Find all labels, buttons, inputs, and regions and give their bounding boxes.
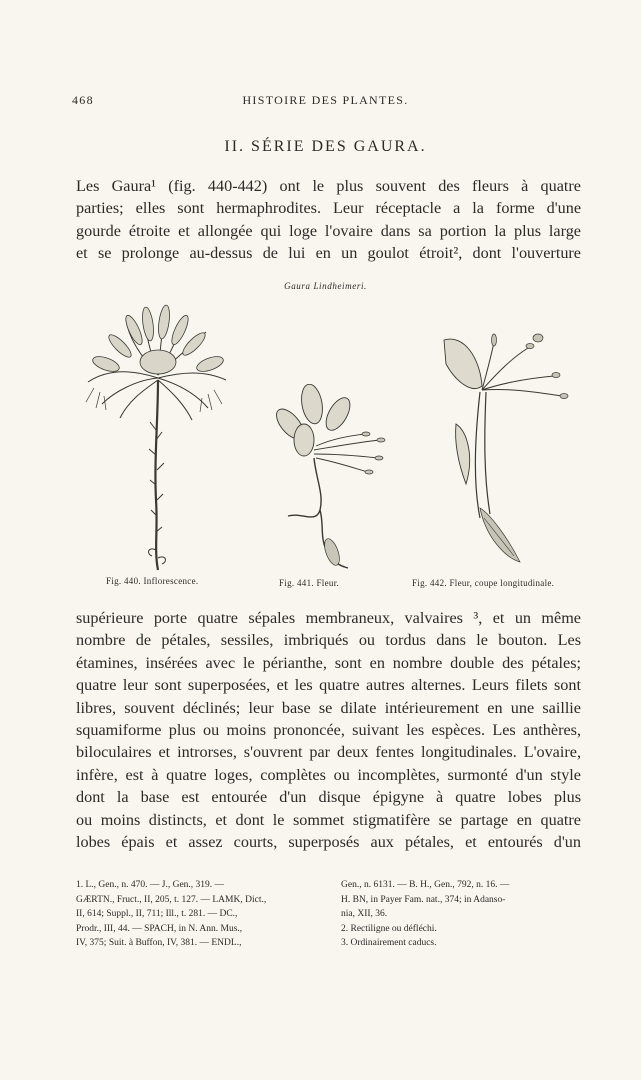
footnote-line: IV, 375; Suit. à Buffon, IV, 381. — ENDL., — [76, 938, 242, 948]
main-paragraph — [76, 607, 581, 853]
inflorescence-illustration — [74, 300, 244, 575]
footnote-line: II, 614; Suppl., II, 711; Ill., t. 281. — DC., — [76, 909, 238, 919]
footnote-line: GÆRTN., Fruct., II, 205, t. 127. — LAMK, Dict., — [76, 894, 267, 905]
text-line: supérieure porte quatre sépales membraneux, valvaires ³, et un même — [76, 609, 581, 627]
figure-442 — [436, 328, 571, 568]
text-line: infère, est à quatre loges, complètes ou incomplètes, surmonté d'un style — [76, 765, 581, 784]
text-line: quatre leur sont superposées, et les quatre autres alternes. Leurs filets sont — [76, 676, 581, 695]
text-line: étamines, insérées avec le périanthe, sont en nombre double des pétales; — [76, 653, 581, 672]
footnote-line: nia, XII, 36. — [341, 909, 388, 919]
footnote-line: 3. Ordinairement caducs. — [341, 938, 437, 948]
text-line: lobes épais et assez courts, superposés aux pétales, et entourés d'un — [76, 832, 581, 851]
text-line: libres, souvent déclinés; leur base se dilate intérieurement en une saillie — [76, 698, 581, 717]
text-line: Les Gaura¹ (fig. 440-442) ont le plus souvent des fleurs à quatre — [76, 177, 581, 195]
footnote-line: H. BN, in Payer Fam. nat., 374; in Adanso- — [341, 894, 506, 905]
text-line: parties; elles sont hermaphrodites. Leur réceptacle a la forme d'une — [76, 199, 581, 218]
plate-caption: Gaura Lindheimeri. — [284, 281, 367, 291]
text-line: gourde étroite et allongée qui loge l'ovaire dans sa portion la plus large — [76, 221, 581, 240]
text-line: squamiforme plus ou moins prononcée, suivant les espèces. Les anthères, — [76, 720, 581, 739]
flower-section-illustration — [436, 328, 571, 568]
figure-441-caption: Fig. 441. Fleur. — [279, 578, 340, 588]
text-line: ou moins distincts, et dont le sommet stigmatifère se partage en quatre — [76, 810, 581, 829]
figure-442-caption: Fig. 442. Fleur, coupe longitudinale. — [412, 578, 555, 588]
running-title: HISTOIRE DES PLANTES. — [242, 93, 409, 107]
footnote-line: Prodr., III, 44. — SPACH, in N. Ann. Mus., — [76, 923, 243, 934]
footnotes-right-column — [341, 878, 584, 951]
intro-paragraph — [76, 175, 581, 265]
page-number: 468 — [72, 93, 94, 107]
text-line: biloculaires et introrses, s'ouvrent par deux fentes longitudinales. L'ovaire, — [76, 743, 581, 762]
footnote-line: Gen., n. 6131. — B. H., Gen., 792, n. 16. — — [341, 880, 510, 890]
footnote-line: 1. L., Gen., n. 470. — J., Gen., 319. — — [76, 880, 225, 890]
footnotes-left-column — [76, 878, 319, 951]
text-line: et se prolonge au-dessus de lui en un goulot étroit², dont l'ouverture — [76, 244, 581, 263]
figure-440 — [74, 300, 244, 575]
figure-441 — [268, 384, 393, 574]
text-line: nombre de pétales, sessiles, imbriqués ou tordus dans le bouton. Les — [76, 631, 581, 650]
running-head — [72, 93, 579, 107]
footnote-line: 2. Rectiligne ou défléchi. — [341, 923, 437, 934]
flower-illustration — [268, 384, 393, 574]
section-title: II. SÉRIE DES GAURA. — [224, 138, 427, 155]
figure-440-caption: Fig. 440. Inflorescence. — [106, 576, 199, 586]
text-line: dont la base est entourée d'un disque épigyne à quatre lobes plus — [76, 788, 581, 807]
